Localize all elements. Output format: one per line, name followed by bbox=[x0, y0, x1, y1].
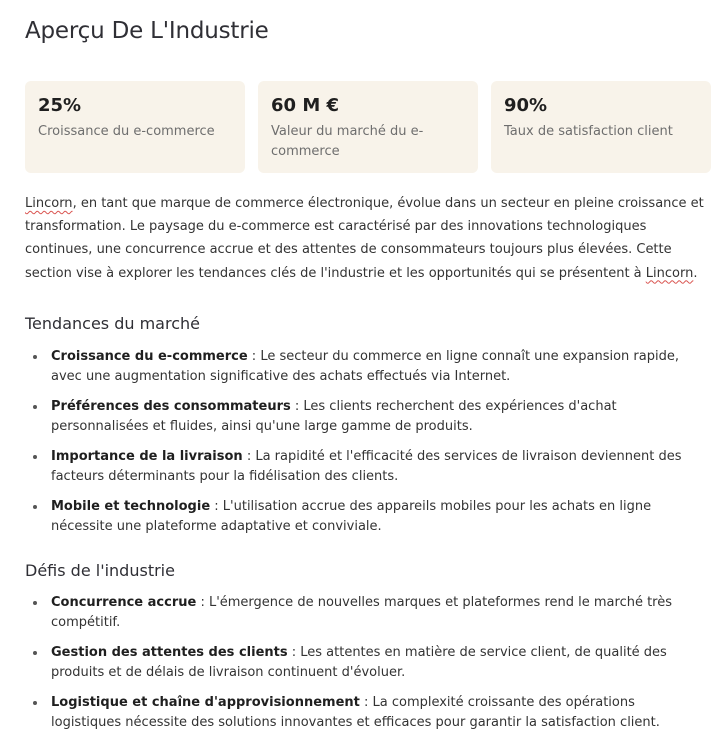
stats-row bbox=[25, 81, 711, 173]
list-item-term: Mobile et technologie bbox=[51, 499, 211, 514]
list-item-term: Concurrence accrue bbox=[51, 595, 197, 610]
list-item-desc: : Les clients recherchent des expériences d'achat personnalisées et fluides, ainsi qu'une large gamme de produits. bbox=[51, 399, 617, 434]
list-item-term: Gestion des attentes des clients bbox=[51, 645, 288, 660]
stat-value: 60 M € bbox=[271, 95, 340, 116]
list-item-desc: : La complexité croissante des opérations logistiques nécessite des solutions innovantes et efficaces pour garantir la satisfaction client. bbox=[51, 695, 660, 730]
list-item-term: Importance de la livraison bbox=[51, 449, 243, 464]
section-title-challenges: Défis de l'industrie bbox=[25, 561, 175, 580]
list-item bbox=[25, 593, 695, 633]
list-item bbox=[25, 693, 695, 733]
list-item-desc: : L'utilisation accrue des appareils mobiles pour les achats en ligne nécessite une plateforme adaptative et conviviale. bbox=[51, 499, 652, 534]
intro-paragraph bbox=[25, 192, 707, 285]
stat-card-ecommerce-growth bbox=[25, 81, 245, 173]
list-item bbox=[25, 497, 695, 537]
page-title: Aperçu De L'Industrie bbox=[25, 18, 269, 44]
list-item-desc: : Les attentes en matière de service client, de qualité des produits et de délais de livraison continuent d'évoluer. bbox=[51, 645, 667, 680]
stat-value: 90% bbox=[504, 95, 548, 116]
list-item-term: Croissance du e-commerce bbox=[51, 349, 248, 364]
challenges-list bbox=[25, 593, 695, 743]
list-item-desc: : L'émergence de nouvelles marques et plateformes rend le marché très compétitif. bbox=[51, 595, 673, 630]
stat-label: Taux de satisfaction client bbox=[504, 124, 673, 139]
trends-list bbox=[25, 347, 695, 547]
list-item-desc: : La rapidité et l'efficacité des services de livraison deviennent des facteurs déterminants pour la fidélisation des clients. bbox=[51, 449, 682, 484]
list-item-term: Logistique et chaîne d'approvisionnement bbox=[51, 695, 360, 710]
stat-card-customer-satisfaction bbox=[491, 81, 711, 173]
list-item bbox=[25, 397, 695, 437]
list-item-desc: : Le secteur du commerce en ligne connaît une expansion rapide, avec une augmentation significative des achats effectués via Internet. bbox=[51, 349, 679, 384]
list-item-term: Préférences des consommateurs bbox=[51, 399, 291, 414]
brand-name: Lincorn bbox=[25, 196, 73, 211]
list-item bbox=[25, 347, 695, 387]
stat-value: 25% bbox=[38, 95, 82, 116]
stat-label: Valeur du marché du e-commerce bbox=[271, 124, 424, 159]
intro-text: , en tant que marque de commerce électronique, évolue dans un secteur en pleine croissance et transformation. Le paysage du e-commerce est caractérisé par des innovations technologiques continues, une concurrence accrue et des attentes de consommateurs toujours plus élevées. Cette section vise à explorer les tendances clés de l'industrie et les opportunités qui se présentent à bbox=[25, 196, 704, 281]
list-item bbox=[25, 643, 695, 683]
intro-end: . bbox=[693, 265, 698, 281]
brand-name: Lincorn bbox=[645, 265, 694, 281]
stat-label: Croissance du e-commerce bbox=[38, 124, 215, 139]
section-title-trends: Tendances du marché bbox=[25, 314, 200, 333]
stat-card-market-value bbox=[258, 81, 478, 173]
list-item bbox=[25, 447, 695, 487]
